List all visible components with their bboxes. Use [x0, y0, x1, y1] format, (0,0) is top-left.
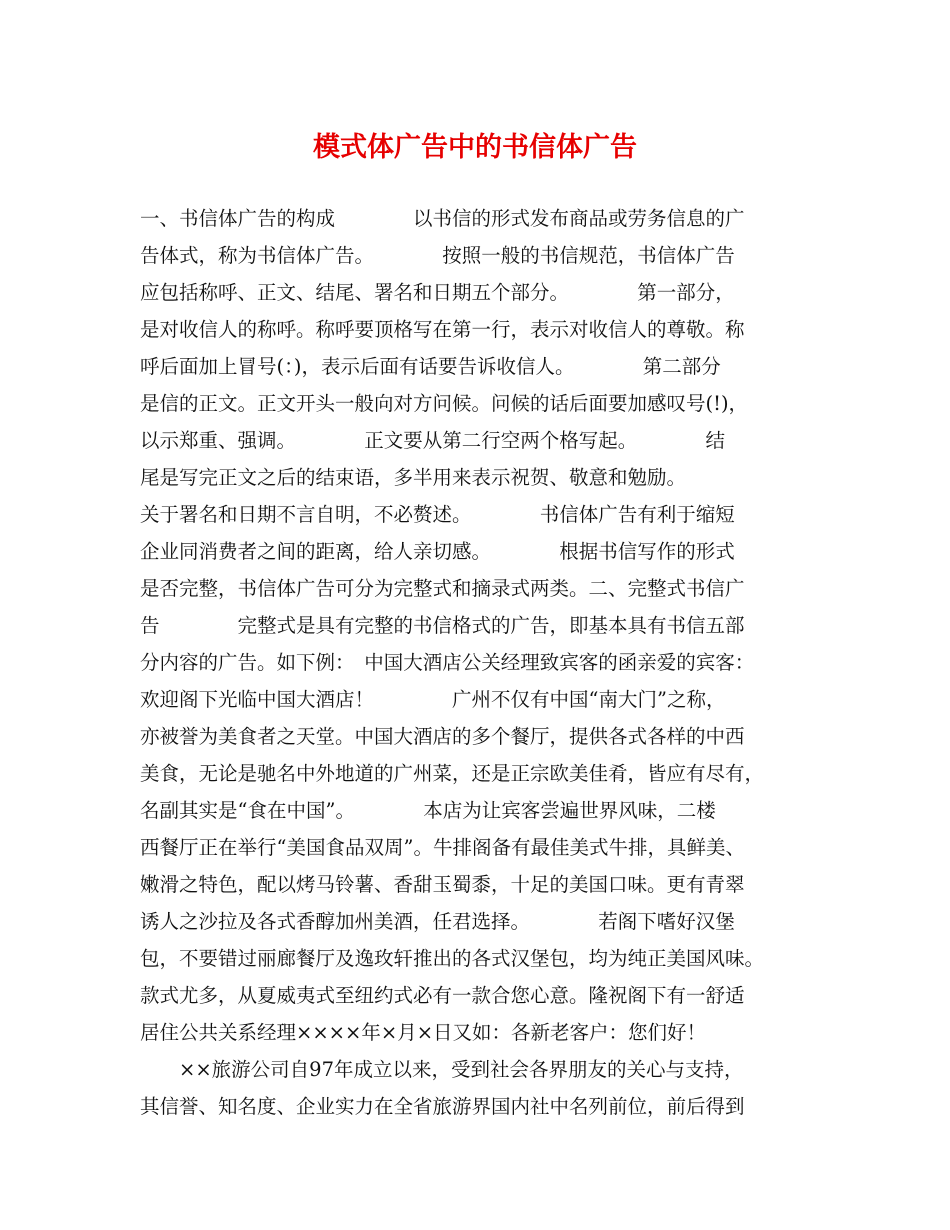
body-line: 亦被誉为美食者之天堂。中国大酒店的多个餐厅，提供各式各样的中西	[140, 725, 745, 748]
document-title: 模式体广告中的书信体广告	[313, 132, 637, 163]
body-line: ××旅游公司自97年成立以来，受到社会各界朋友的关心与支持，	[140, 1058, 744, 1081]
body-line: 尾是写完正文之后的结束语，多半用来表示祝贺、敬意和勉励。	[140, 466, 687, 489]
body-line: 美食，无论是驰名中外地道的广州菜，还是正宗欧美佳肴，皆应有尽有，	[140, 762, 765, 785]
body-line: 关于署名和日期不言自明，不必赘述。 书信体广告有利于缩短	[140, 503, 735, 526]
body-line: 居住公共关系经理××××年×月×日又如：各新老客户：您们好！	[140, 1021, 707, 1044]
body-line: 嫩滑之特色，配以烤马铃薯、香甜玉蜀黍，十足的美国口味。更有青翠	[140, 873, 745, 896]
body-line: 以示郑重、强调。 正文要从第二行空两个格写起。 结	[140, 429, 726, 452]
body-line: 西餐厅正在举行“美国食品双周”。牛排阁备有最佳美式牛排，具鲜美、	[140, 836, 745, 859]
body-line: 欢迎阁下光临中国大酒店！ 广州不仅有中国“南大门”之称，	[140, 688, 726, 711]
body-line: 分内容的广告。如下例： 中国大酒店公关经理致宾客的函亲爱的宾客：	[140, 651, 755, 674]
body-line: 款式尤多，从夏威夷式至纽约式必有一款合您心意。隆祝阁下有一舒适	[140, 984, 745, 1007]
body-line: 名副其实是“食在中国”。 本店为让宾客尝遍世界风味，二楼	[140, 799, 716, 822]
body-line: 呼后面加上冒号(：)，表示后面有话要告诉收信人。 第二部分	[140, 355, 721, 378]
body-line: 一、书信体广告的构成 以书信的形式发布商品或劳务信息的广	[140, 207, 745, 230]
body-line: 是对收信人的称呼。称呼要顶格写在第一行，表示对收信人的尊敬。称	[140, 318, 745, 341]
body-line: 诱人之沙拉及各式香醇加州美酒，任君选择。 若阁下嗜好汉堡	[140, 910, 735, 933]
body-line: 是否完整，书信体广告可分为完整式和摘录式两类。二、完整式书信广	[140, 577, 745, 600]
body-line: 企业同消费者之间的距离，给人亲切感。 根据书信写作的形式	[140, 540, 735, 563]
body-line: 告体式，称为书信体广告。 按照一般的书信规范，书信体广告	[140, 244, 735, 267]
document-body	[140, 200, 815, 1125]
body-line: 告 完整式是具有完整的书信格式的广告，即基本具有书信五部	[140, 614, 745, 637]
body-line: 应包括称呼、正文、结尾、署名和日期五个部分。 第一部分，	[140, 281, 735, 304]
body-line: 其信誉、知名度、企业实力在全省旅游界国内社中名列前位，前后得到	[140, 1095, 745, 1118]
body-line: 是信的正文。正文开头一般向对方问候。问候的话后面要加感叹号(!)，	[140, 392, 749, 415]
body-line: 包，不要错过丽廊餐厅及逸玫轩推出的各式汉堡包，均为纯正美国风味。	[140, 947, 765, 970]
